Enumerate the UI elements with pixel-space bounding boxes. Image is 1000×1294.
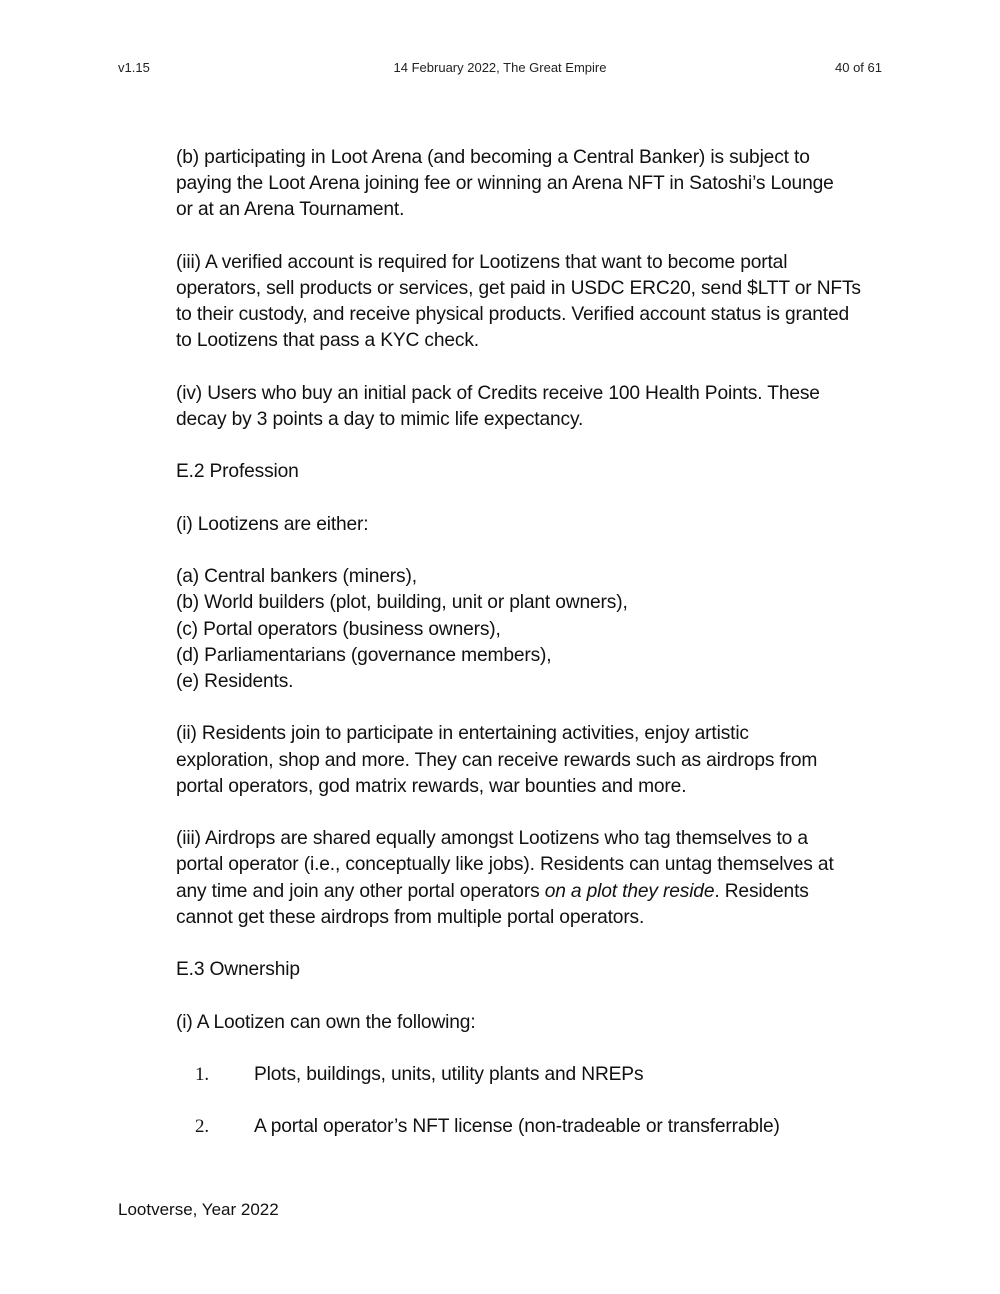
ownership-item [176,1062,896,1088]
text-segment: any time and join any other portal operators [176,880,545,902]
document-body [176,145,896,1167]
text-line: (b) participating in Loot Arena (and becoming a Central Banker) is subject to [176,147,810,168]
list-number: 2. [195,1116,209,1138]
paragraph-verified-account [176,250,896,355]
text-line: cannot get these airdrops from multiple portal operators. [176,906,645,928]
profession-item: (b) World builders (plot, building, unit or plant owners), [176,592,628,614]
profession-item: (a) Central bankers (miners), [176,566,417,588]
document-title: 14 February 2022, The Great Empire [393,60,607,75]
text-line: exploration, shop and more. They can receive rewards such as airdrops from [176,749,818,771]
text-line: (iii) Airdrops are shared equally amongst Lootizens who tag themselves to a [176,828,808,850]
footer-text: Lootverse, Year 2022 [118,1200,279,1219]
paragraph-health-points [176,381,896,433]
text-segment: . Residents [714,880,809,902]
text-line: to Lootizens that pass a KYC check. [176,330,479,352]
profession-item: (c) Portal operators (business owners), [176,618,501,640]
text-line: to their custody, and receive physical products. Verified account status is granted [176,304,849,326]
text-line: operators, sell products or services, get paid in USDC ERC20, send $LTT or NFTs [176,278,861,299]
text-line: portal operators, god matrix rewards, war bounties and more. [176,775,687,797]
page-number: 40 of 61 [835,60,882,75]
ownership-list [176,1062,896,1141]
paragraph-lootizens-either: (i) Lootizens are either: [176,513,369,535]
paragraph-arena-fee [176,145,896,224]
text-line: (iv) Users who buy an initial pack of Credits receive 100 Health Points. These [176,382,820,404]
text-line: (ii) Residents join to participate in entertaining activities, enjoy artistic [176,723,749,745]
emphasis-text: on a plot they reside [544,880,715,902]
profession-item: (e) Residents. [176,670,294,692]
ownership-item [176,1114,896,1140]
text-line: or at an Arena Tournament. [176,199,405,221]
list-number: 1. [195,1063,209,1085]
list-text: Plots, buildings, units, utility plants and NREPs [254,1063,644,1085]
profession-item: (d) Parliamentarians (governance members), [176,644,552,666]
section-heading-profession: E.2 Profession [176,461,299,483]
list-text: A portal operator’s NFT license (non-tradeable or transferrable) [254,1116,780,1138]
profession-list [176,564,896,695]
text-line: paying the Loot Arena joining fee or winning an Arena NFT in Satoshi’s Lounge [176,173,834,195]
text-line [176,879,896,905]
version-label: v1.15 [118,60,150,75]
text-line: decay by 3 points a day to mimic life expectancy. [176,409,584,430]
paragraph-can-own: (i) A Lootizen can own the following: [176,1011,476,1033]
text-line: (iii) A verified account is required for Lootizens that want to become portal [176,251,788,273]
text-line: portal operator (i.e., conceptually like jobs). Residents can untag themselves at [176,854,834,876]
paragraph-airdrops [176,826,896,931]
paragraph-residents [176,721,896,800]
section-heading-ownership: E.3 Ownership [176,959,300,981]
